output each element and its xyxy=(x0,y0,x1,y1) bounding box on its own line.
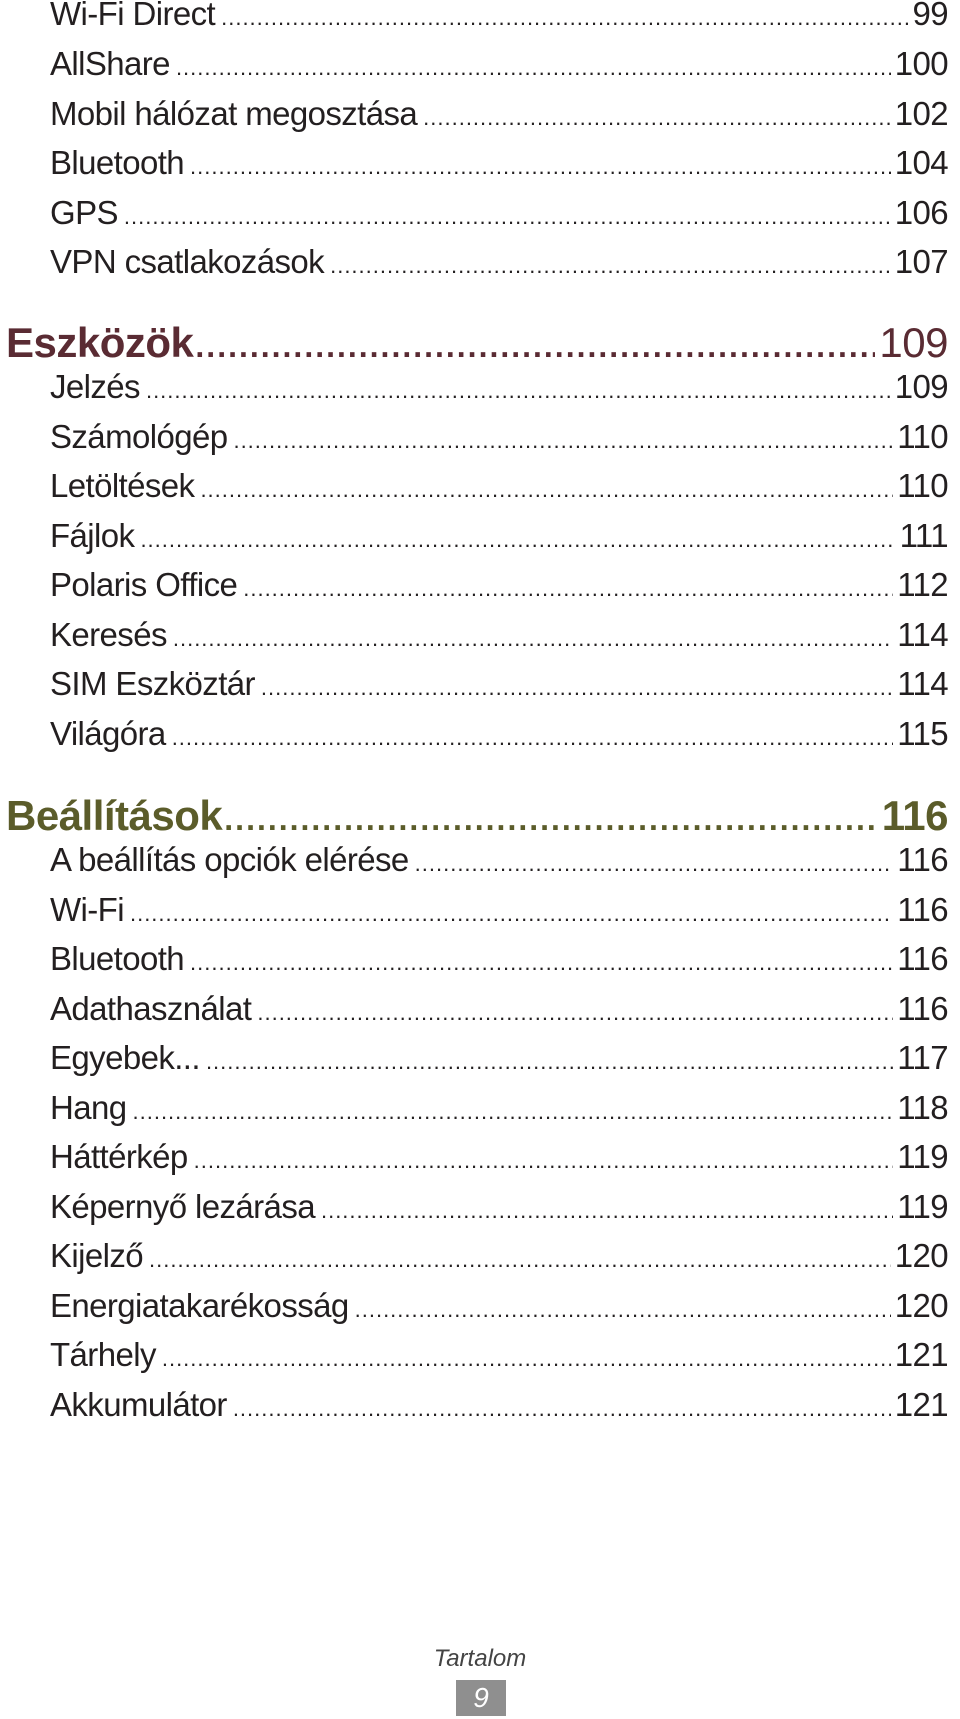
dot-leader xyxy=(130,894,893,930)
toc-entry-search[interactable] xyxy=(50,615,948,655)
toc-entry-page: 121 xyxy=(894,1386,948,1423)
toc-entry-label: Polaris Office xyxy=(50,566,238,603)
dot-leader xyxy=(133,1092,894,1128)
dot-leader xyxy=(221,0,908,34)
dot-leader xyxy=(200,470,893,506)
dot-leader xyxy=(162,1339,891,1375)
toc-entry-display[interactable] xyxy=(50,1236,948,1276)
toc-entry-label: Letöltések xyxy=(50,467,195,504)
toc-entry-page: 115 xyxy=(897,715,948,752)
dot-leader xyxy=(176,48,891,84)
toc-entry-page: 111 xyxy=(899,517,948,554)
dot-leader xyxy=(206,1042,893,1078)
toc-entry-page: 112 xyxy=(897,566,948,603)
toc-entry-downloads[interactable] xyxy=(50,466,948,506)
toc-entry-page: 120 xyxy=(894,1237,948,1274)
toc-entry-page: 104 xyxy=(894,144,948,181)
toc-entry-allshare[interactable] xyxy=(50,44,948,84)
toc-entry-page: 114 xyxy=(897,665,948,702)
toc-entry-label: Fájlok xyxy=(50,517,135,554)
toc-entry-label: A beállítás opciók elérése xyxy=(50,841,409,878)
dot-leader xyxy=(233,1389,891,1425)
dot-leader xyxy=(124,197,891,233)
toc-entry-wifi[interactable] xyxy=(50,890,948,930)
toc-entry-page: 99 xyxy=(912,0,948,32)
toc-entry-page: 117 xyxy=(897,1039,948,1076)
toc-entry-page: 120 xyxy=(894,1287,948,1324)
toc-entry-label: Háttérkép xyxy=(50,1138,188,1175)
section-title: Eszközök xyxy=(6,319,194,366)
toc-entry-alarm[interactable] xyxy=(50,367,948,407)
toc-entry-bluetooth[interactable] xyxy=(50,143,948,183)
toc-entry-polaris-office[interactable] xyxy=(50,565,948,605)
dot-leader xyxy=(224,793,877,842)
toc-entry-bluetooth-settings[interactable] xyxy=(50,939,948,979)
dot-leader xyxy=(423,98,891,134)
toc-entry-sound[interactable] xyxy=(50,1088,948,1128)
dot-leader xyxy=(194,1141,894,1177)
section-page: 116 xyxy=(881,792,948,839)
toc-entry-page: 100 xyxy=(894,45,948,82)
dot-leader xyxy=(190,147,891,183)
toc-entry-page: 116 xyxy=(897,940,948,977)
toc-entry-page: 110 xyxy=(897,467,948,504)
toc-entry-power-saving[interactable] xyxy=(50,1286,948,1326)
toc-entry-wifi-direct[interactable] xyxy=(50,0,948,34)
dot-leader xyxy=(330,246,891,282)
toc-entry-page: 118 xyxy=(897,1089,948,1126)
toc-entry-label: AllShare xyxy=(50,45,170,82)
toc-entry-data-usage[interactable] xyxy=(50,989,948,1029)
dot-leader xyxy=(233,421,893,457)
toc-entry-more[interactable] xyxy=(50,1038,948,1078)
dot-leader xyxy=(257,993,893,1029)
toc-entry-wallpaper[interactable] xyxy=(50,1137,948,1177)
dot-leader xyxy=(415,844,894,880)
toc-entry-label: Wi-Fi xyxy=(50,891,124,928)
dot-leader xyxy=(172,718,894,754)
toc-entry-label: Jelzés xyxy=(50,368,140,405)
toc-entry-label: Adathasználat xyxy=(50,990,252,1027)
toc-entry-label: Keresés xyxy=(50,616,167,653)
toc-entry-page: 121 xyxy=(894,1336,948,1373)
section-page: 109 xyxy=(879,319,948,366)
dot-leader xyxy=(190,943,893,979)
toc-entry-label: Képernyő lezárása xyxy=(50,1188,315,1225)
dot-leader xyxy=(243,569,893,605)
dot-leader xyxy=(146,371,891,407)
toc-entry-vpn[interactable] xyxy=(50,242,948,282)
toc-entry-label: Akkumulátor xyxy=(50,1386,227,1423)
toc-entry-tethering[interactable] xyxy=(50,94,948,134)
toc-entry-label: VPN csatlakozások xyxy=(50,243,325,280)
section-title: Beállítások xyxy=(6,792,223,839)
toc-entry-label: Számológép xyxy=(50,418,228,455)
dot-leader xyxy=(140,520,895,556)
dot-leader xyxy=(321,1191,893,1227)
dot-leader xyxy=(173,619,893,655)
toc-entry-label: Világóra xyxy=(50,715,166,752)
dot-leader xyxy=(261,668,893,704)
toc-entry-page: 119 xyxy=(897,1138,948,1175)
toc-entry-sim-toolkit[interactable] xyxy=(50,664,948,704)
toc-entry-page: 109 xyxy=(894,368,948,405)
dot-leader xyxy=(355,1290,891,1326)
toc-entry-label: Tárhely xyxy=(50,1336,156,1373)
toc-entry-label: Wi-Fi Direct xyxy=(50,0,216,32)
toc-entry-label: Bluetooth xyxy=(50,144,185,181)
toc-entry-access-settings[interactable] xyxy=(50,840,948,880)
toc-entry-gps[interactable] xyxy=(50,193,948,233)
toc-entry-page: 116 xyxy=(897,990,948,1027)
toc-entry-page: 110 xyxy=(897,418,948,455)
footer-section-name: Tartalom xyxy=(433,1645,527,1672)
toc-entry-page: 114 xyxy=(897,616,948,653)
toc-entry-page: 119 xyxy=(897,1188,948,1225)
toc-entry-label: SIM Eszköztár xyxy=(50,665,255,702)
toc-section-settings[interactable] xyxy=(6,790,948,842)
toc-entry-label: Energiatakarékosság xyxy=(50,1287,349,1324)
toc-entry-label: Kijelző xyxy=(50,1237,144,1274)
toc-entry-page: 107 xyxy=(894,243,948,280)
toc-entry-world-clock[interactable] xyxy=(50,714,948,754)
toc-entry-lock-screen[interactable] xyxy=(50,1187,948,1227)
dot-leader xyxy=(195,320,875,369)
toc-entry-page: 106 xyxy=(894,194,948,231)
toc-entry-page: 116 xyxy=(897,891,948,928)
toc-entry-label: GPS xyxy=(50,194,118,231)
toc-entry-label: Egyebek... xyxy=(50,1039,200,1076)
toc-entry-calculator[interactable] xyxy=(50,417,948,457)
toc-entry-label: Bluetooth xyxy=(50,940,185,977)
dot-leader xyxy=(149,1240,891,1276)
toc-entry-page: 116 xyxy=(897,841,948,878)
toc-section-tools[interactable] xyxy=(6,317,948,369)
toc-entry-label: Hang xyxy=(50,1089,127,1126)
toc-entry-storage[interactable] xyxy=(50,1335,948,1375)
toc-entry-label: Mobil hálózat megosztása xyxy=(50,95,418,132)
toc-entry-page: 102 xyxy=(894,95,948,132)
footer-page-number: 9 xyxy=(456,1680,506,1716)
toc-entry-battery[interactable] xyxy=(50,1385,948,1425)
toc-entry-files[interactable] xyxy=(50,516,948,556)
